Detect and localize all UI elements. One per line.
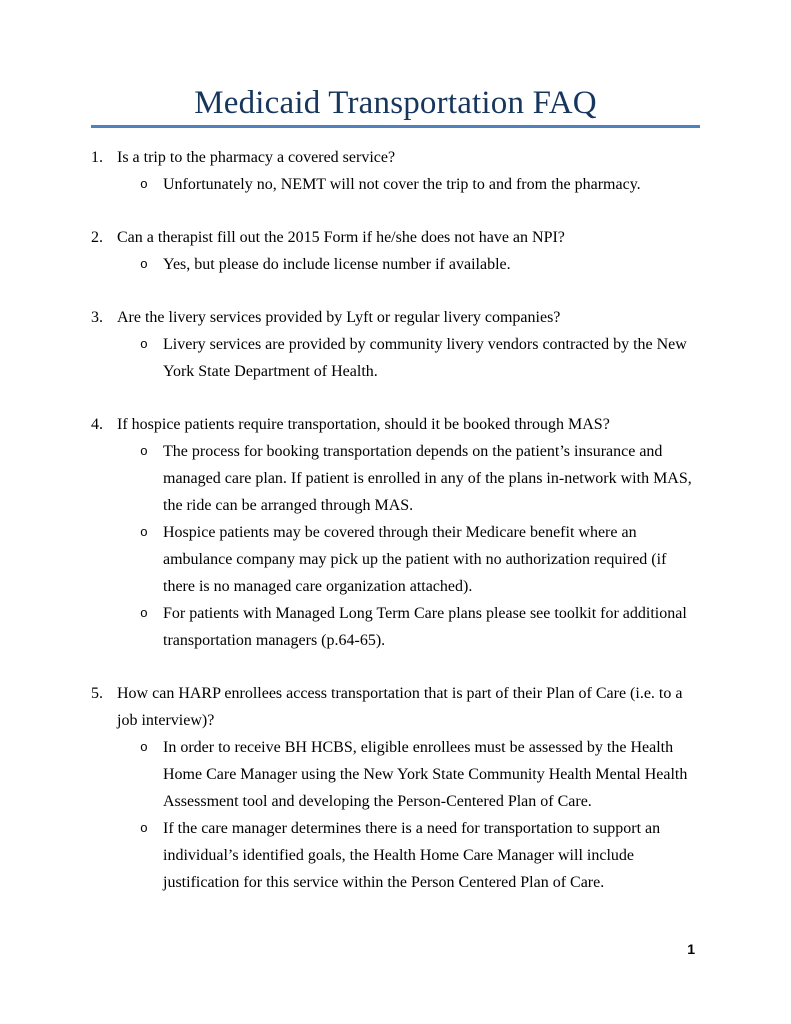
page-title: Medicaid Transportation FAQ [194, 85, 597, 121]
answer-item [140, 734, 700, 815]
faq-item [91, 680, 700, 896]
answer-text: If the care manager determines there is a need for transportation to support an individual’s identified goals, the Health Home Care Manager will include justification for this service within the Person Centered Plan of Care. [163, 820, 661, 891]
question-number: 2. [91, 229, 103, 246]
answer-text: Unfortunately no, NEMT will not cover the trip to and from the pharmacy. [163, 176, 641, 193]
bullet-marker: o [140, 444, 148, 459]
answer-text: The process for booking transportation depends on the patient’s insurance and managed care plan. If patient is enrolled in any of the plans in-network with MAS, the ride can be arranged through MAS. [163, 443, 692, 514]
question-row [91, 411, 700, 438]
bullet-marker: o [140, 177, 148, 192]
answer-text: Yes, but please do include license number if available. [163, 256, 511, 273]
answer-item [140, 171, 700, 198]
answer-item [140, 251, 700, 278]
answer-list [140, 171, 700, 198]
faq-item [91, 411, 700, 654]
title-rule [91, 125, 700, 128]
bullet-marker: o [140, 606, 148, 621]
answer-text: Hospice patients may be covered through their Medicare benefit where an ambulance company may pick up the patient with no authorization required (if there is no managed care organization attached). [163, 524, 667, 595]
bullet-marker: o [140, 257, 148, 272]
answer-item [140, 519, 700, 600]
question-text: Is a trip to the pharmacy a covered service? [117, 149, 396, 166]
answer-list [140, 438, 700, 654]
answer-text: Livery services are provided by community livery vendors contracted by the New York State Department of Health. [163, 336, 687, 380]
faq-list [91, 144, 700, 896]
question-number: 3. [91, 309, 103, 326]
question-number: 1. [91, 149, 103, 166]
answer-list [140, 734, 700, 896]
bullet-marker: o [140, 821, 148, 836]
question-number: 5. [91, 685, 103, 702]
bullet-marker: o [140, 525, 148, 540]
question-text: If hospice patients require transportation, should it be booked through MAS? [117, 416, 610, 433]
faq-item [91, 224, 700, 278]
question-number: 4. [91, 416, 103, 433]
answer-list [140, 331, 700, 385]
question-row [91, 304, 700, 331]
question-row [91, 680, 700, 734]
answer-text: For patients with Managed Long Term Care plans please see toolkit for additional transportation managers (p.64-65). [163, 605, 687, 649]
question-text: Are the livery services provided by Lyft or regular livery companies? [117, 309, 561, 326]
question-text: Can a therapist fill out the 2015 Form if he/she does not have an NPI? [117, 229, 565, 246]
faq-item [91, 144, 700, 198]
bullet-marker: o [140, 337, 148, 352]
answer-item [140, 438, 700, 519]
bullet-marker: o [140, 740, 148, 755]
question-row [91, 224, 700, 251]
answer-list [140, 251, 700, 278]
answer-item [140, 331, 700, 385]
question-text: How can HARP enrollees access transportation that is part of their Plan of Care (i.e. to a job interview)? [117, 685, 683, 729]
answer-item [140, 815, 700, 896]
answer-item [140, 600, 700, 654]
answer-text: In order to receive BH HCBS, eligible enrollees must be assessed by the Health Home Care Manager using the New York State Community Health Mental Health Assessment tool and developing the Person-Centered Plan of Care. [163, 739, 688, 810]
question-row [91, 144, 700, 171]
page-number: 1 [687, 941, 695, 957]
faq-item [91, 304, 700, 385]
